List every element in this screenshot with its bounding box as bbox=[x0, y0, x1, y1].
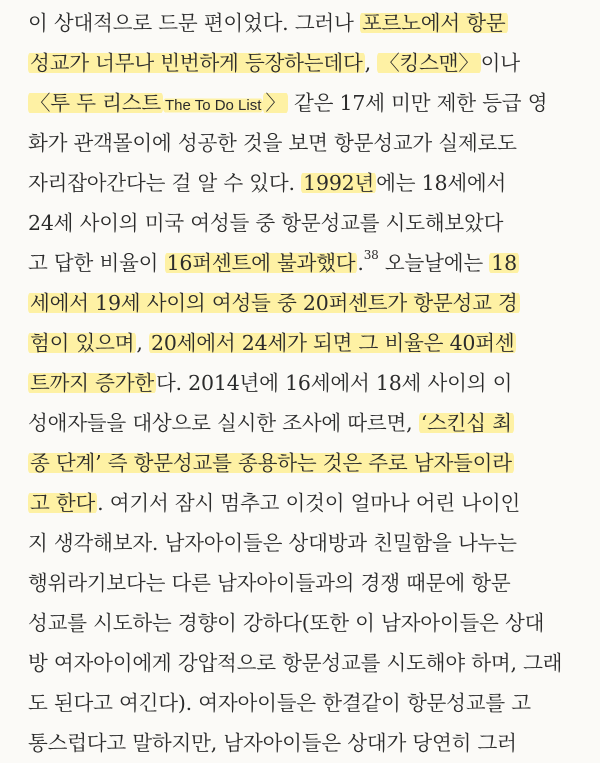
text-line bbox=[28, 123, 517, 163]
text-line bbox=[28, 3, 508, 43]
text-segment: 도 된다고 여긴다). 여자아이들은 한결같이 항문성교를 고 bbox=[28, 691, 531, 715]
text-segment: 행위라기보다는 다른 남자아이들과의 경쟁 때문에 항문 bbox=[28, 571, 511, 595]
text-line bbox=[28, 443, 514, 483]
text-segment: 다. 2014년에 16세에서 18세 사이의 이 bbox=[155, 371, 513, 395]
highlighted-text: 16퍼센트에 불과했다 bbox=[166, 251, 356, 275]
highlighted-text: 성교가 너무나 빈번하게 등장하는데다 bbox=[30, 51, 363, 75]
text-line bbox=[28, 643, 562, 683]
text-line bbox=[28, 83, 547, 123]
highlighted-text: 트까지 증가한 bbox=[30, 371, 154, 395]
highlighted-text: 20세에서 24세가 되면 그 비율은 40퍼센 bbox=[150, 331, 515, 355]
text-segment: 성교를 시도하는 경향이 강하다(또한 이 남자아이들은 상대 bbox=[28, 611, 545, 635]
text-line bbox=[28, 683, 531, 723]
text-segment: 이 상대적으로 드문 편이었다. 그러나 bbox=[28, 11, 360, 35]
highlighted-text: 포르노에서 항문 bbox=[361, 11, 506, 35]
text-segment: . 여기서 잠시 멈추고 이것이 얼마나 어린 나이인 bbox=[97, 491, 521, 515]
highlighted-text: 〈킹스맨〉 bbox=[379, 51, 479, 75]
text-segment: 에는 18세에서 bbox=[376, 171, 507, 195]
text-segment: 같은 17세 미만 제한 등급 영 bbox=[287, 91, 548, 115]
text-segment: , bbox=[364, 51, 378, 75]
text-segment: . bbox=[357, 251, 364, 275]
text-line bbox=[28, 203, 503, 243]
text-segment: 지 생각해보자. 남자아이들은 상대방과 친밀함을 나누는 bbox=[28, 531, 517, 555]
text-line bbox=[28, 563, 510, 603]
text-segment: 통스럽다고 말하지만, 남자아이들은 상대가 당연히 그러 bbox=[28, 731, 517, 755]
text-segment: 자리잡아간다는 걸 알 수 있다. bbox=[28, 171, 302, 195]
text-line bbox=[28, 243, 519, 283]
text-segment: 성애자들을 대상으로 실시한 조사에 따르면, bbox=[28, 411, 419, 435]
text-line bbox=[28, 323, 516, 363]
text-line bbox=[28, 163, 506, 203]
text-line bbox=[28, 723, 517, 763]
text-line bbox=[28, 523, 517, 563]
highlighted-text: 고 한다 bbox=[30, 491, 96, 515]
highlighted-text: 험이 있으며 bbox=[30, 331, 135, 355]
text-segment: 이나 bbox=[480, 51, 520, 75]
footnote-ref: 38 bbox=[363, 248, 379, 262]
text-line bbox=[28, 603, 544, 643]
text-line bbox=[28, 283, 520, 323]
highlighted-text: 종 단계’ 즉 항문성교를 종용하는 것은 주로 남자들이라 bbox=[30, 451, 512, 475]
highlighted-text: ‘스킨십 최 bbox=[420, 411, 512, 435]
text-segment: 고 답한 비율이 bbox=[28, 251, 165, 275]
text-line bbox=[28, 43, 520, 83]
highlighted-text: 〈투 두 리스트 bbox=[30, 91, 161, 115]
text-line bbox=[28, 403, 514, 443]
highlighted-text: 〉 bbox=[265, 91, 286, 115]
text-segment: 방 여자아이에게 강압적으로 항문성교를 시도해야 하며, 그래 bbox=[28, 651, 563, 675]
text-segment: 24세 사이의 미국 여성들 중 항문성교를 시도해보았다 bbox=[28, 211, 504, 235]
highlighted-text: 18 bbox=[491, 251, 517, 275]
text-segment: 오늘날에는 bbox=[378, 251, 490, 275]
text-segment: 화가 관객몰이에 성공한 것을 보면 항문성교가 실제로도 bbox=[28, 131, 517, 155]
text-line bbox=[28, 363, 512, 403]
highlighted-text: 세에서 19세 사이의 여성들 중 20퍼센트가 항문성교 경 bbox=[30, 291, 518, 315]
highlighted-text: 1992년 bbox=[303, 171, 375, 195]
text-segment: , bbox=[136, 331, 149, 355]
highlighted-text: The To Do List bbox=[164, 97, 262, 114]
text-line bbox=[28, 483, 520, 523]
